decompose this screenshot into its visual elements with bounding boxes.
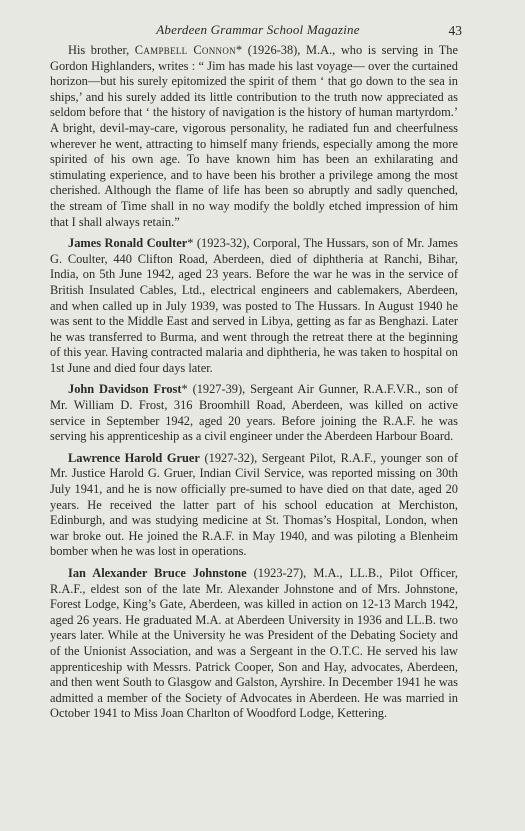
person-name: James Ronald Coulter (68, 236, 188, 251)
person-name: Ian Alexander Bruce Johnstone (68, 566, 247, 580)
obituary-john-davidson-frost (50, 382, 458, 444)
person-name: John Davidson Frost (68, 382, 182, 397)
person-name: Campbell Connon (134, 43, 236, 57)
running-header (58, 22, 462, 42)
paragraph-campbell-connon (50, 43, 458, 230)
obituary-lawrence-harold-gruer (50, 451, 458, 560)
paragraph-text: (1923-27), M.A., LL.B., Pilot Officer, R.A.F., eldest son of the late Mr. Alexander Johnstone and of Mrs. Johnstone, Forest Lodge, King’s Gate, Aberdeen, was killed in action on 12-13 March 1942, aged 26 years. He graduated M.A. at Aberdeen University in 1936 and LL.B. two years later. While at the University he was President of the Debating Society and of the Unionist Association, and was a Sergeant in the O.T.C. He served his law apprenticeship with Messrs. Patrick Cooper, Son and Hay, advocates, Aberdeen, and then went South to Glasgow and Galston, Ayrshire. In December 1941 he was admitted a member of the Society of Advocates in Aberdeen. He was married in October 1941 to Miss Joan Charlton of Woodford Lodge, Kettering. (50, 566, 458, 721)
person-name: Lawrence Harold Gruer (68, 450, 200, 465)
paragraph-text: (1927-32), Sergeant Pilot, R.A.F., younger son of Mr. Justice Harold G. Gruer, Indian Civil Service, was reported missing on 30th July 1941, and he is now officially pre-sumed to have died on that date, aged 20 years. He received the latter part of his school education at Merchiston, Edinburgh, and was studying medicine at St. Thomas’s Hospital, London, when war broke out. He joined the R.A.F. in May 1940, and was piloting a Blenheim bomber when he was lost in operations. (50, 450, 459, 559)
article-body (50, 43, 458, 722)
obituary-ian-alexander-bruce-johnstone (50, 566, 458, 722)
magazine-title: Aberdeen Grammar School Magazine (156, 22, 360, 37)
paragraph-text: * (1923-32), Corporal, The Hussars, son of Mr. James G. Coulter, 440 Clifton Road, Aberdeen, died of diphtheria at Ranchi, Bihar, India, on 5th June 1942, aged 23 years. Before the war he was in the service of British Insulated Cables, Ltd., electrical engineers and cablemakers, Aberdeen, and when called up in July 1939, was posted to The Hussars. In August 1940 he was sent to the Middle East and served in Libya, getting as far as Benghazi. Later he was transferred to Burma, and went through the retreat there at the beginning of this year. Having contracted malaria and diphtheria, he was taken to hospital on 1st June and died four days later. (50, 236, 458, 375)
page-number: 43 (448, 23, 462, 38)
lead-prefix: His brother, (68, 43, 135, 57)
paragraph-text: * (1927-39), Sergeant Air Gunner, R.A.F.V.R., son of Mr. William D. Frost, 316 Broomhill Road, Aberdeen, was killed on active service in September 1942, aged 20 years. Before joining the R.A.F. he was serving his apprenticeship as a civil engineer under the Aberdeen Harbour Board. (50, 382, 459, 444)
paragraph-text: * (1926-38), M.A., who is serving in The Gordon Highlanders, writes : “ Jim has made his last voyage— over the curtained horizon—but his surely epitomized the spirit of them ‘ that go down to the sea in ships,’ and his surely added its little contribution to the truth now appreciated as seldom before that ‘ the history of navigation is the history of human martyrdom.’ A bright, devil-may-care, vigorous personality, he radiated fun and cheerfulness wherever he went, attracting to himself many friends, especially among the more spirited of his own age. To have known him has been an exhilarating and stimulating experience, and to have been his brother a privilege among the most cherished. Although the flame of life has been so abruptly and sadly quenched, the stream of Time shall in no way modify the boldly etched impression of him that I shall always retain.” (50, 43, 458, 229)
obituary-james-ronald-coulter (50, 236, 458, 376)
